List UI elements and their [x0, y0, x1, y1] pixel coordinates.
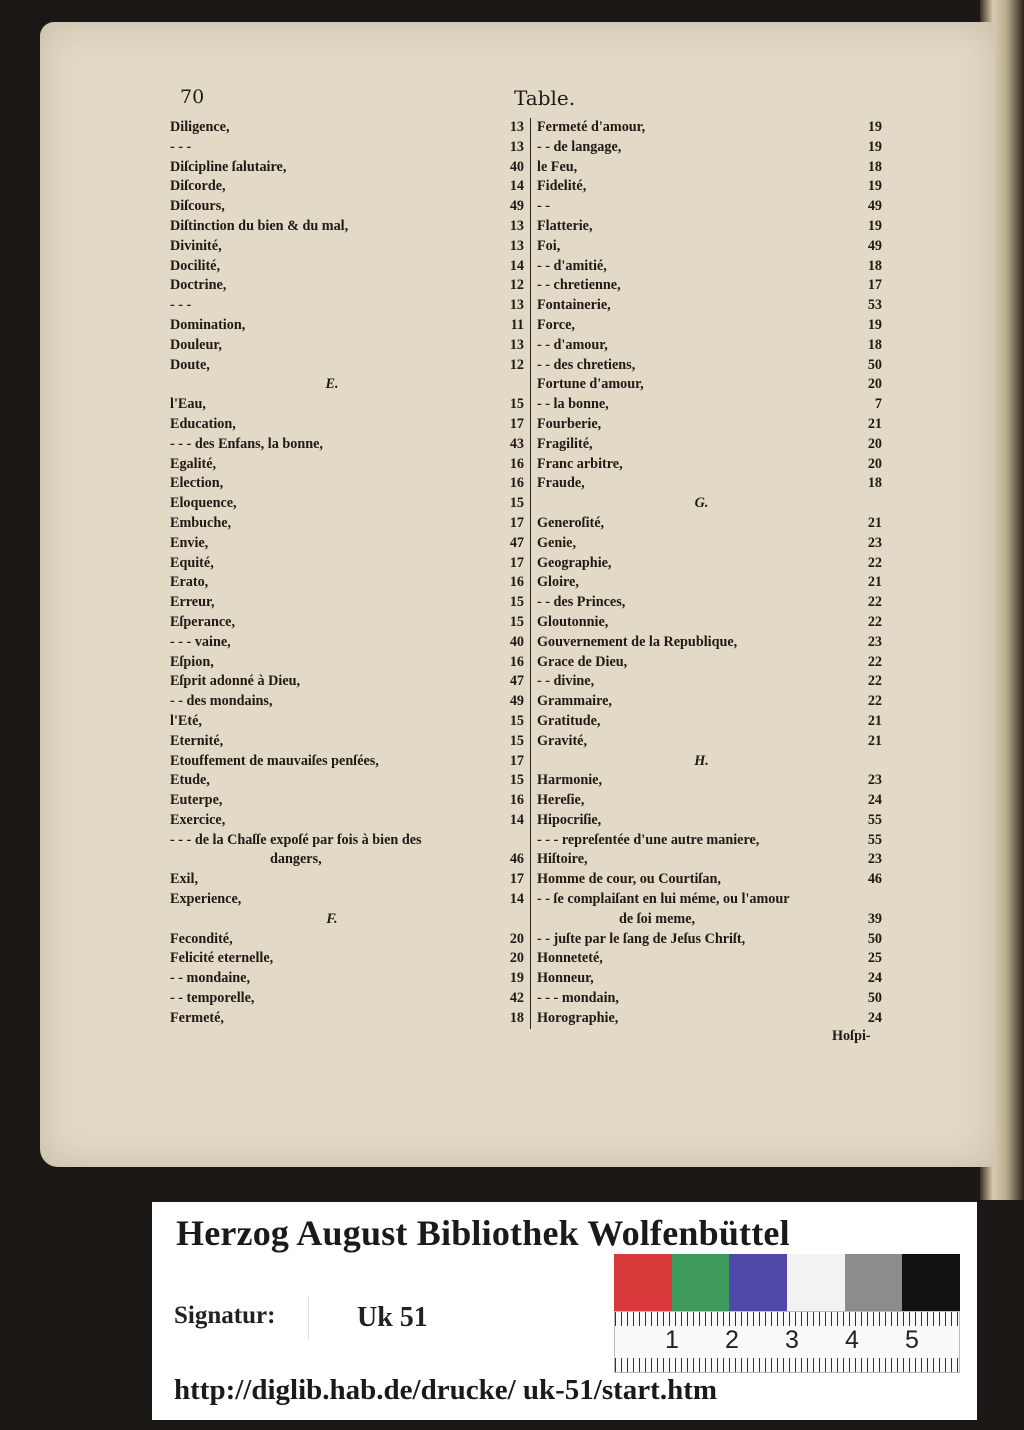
entry-term: Exercice,	[170, 811, 226, 828]
entry-page-number: 16	[509, 475, 524, 492]
entry-page-number: 24	[867, 970, 882, 987]
entry-page-number: 50	[867, 930, 882, 947]
index-entry	[170, 653, 528, 673]
entry-term: F.	[326, 910, 338, 927]
entry-term: - - - des Enfans, la bonne,	[170, 435, 323, 452]
entry-term: Eſpion,	[170, 653, 214, 670]
entry-term: Geographie,	[537, 554, 612, 571]
entry-page-number: 24	[867, 792, 882, 809]
ruler-number: 1	[665, 1326, 679, 1354]
entry-term: - - -	[170, 297, 192, 314]
entry-page-number: 47	[509, 673, 524, 690]
index-entry	[170, 455, 528, 475]
index-entry	[531, 811, 896, 831]
index-entry	[531, 197, 896, 217]
entry-page-number: 46	[509, 851, 524, 868]
entry-page-number: 46	[867, 871, 882, 888]
entry-page-number: 15	[509, 772, 524, 789]
index-entry	[170, 791, 528, 811]
entry-page-number: 13	[509, 138, 524, 155]
entry-term: Foi,	[537, 237, 561, 254]
entry-page-number: 18	[867, 158, 882, 175]
entry-term: Gravité,	[537, 732, 588, 749]
entry-page-number: 14	[509, 811, 524, 828]
index-entry	[170, 197, 528, 217]
index-entry	[531, 514, 896, 534]
entry-term: Egalité,	[170, 455, 217, 472]
entry-term: Etouffement de mauvaiſes penſées,	[170, 752, 379, 769]
index-entry	[531, 653, 896, 673]
ruler-number: 2	[725, 1326, 739, 1354]
entry-term: Fortune d'amour,	[537, 376, 644, 393]
entry-term: Grammaire,	[537, 693, 612, 710]
entry-page-number: 22	[867, 594, 882, 611]
section-letter	[170, 910, 528, 930]
entry-page-number: 13	[509, 119, 524, 135]
entry-term: Domination,	[170, 316, 246, 333]
index-entry	[531, 712, 896, 732]
entry-page-number: 13	[509, 336, 524, 353]
index-entry	[170, 969, 528, 989]
entry-term: Eſperance,	[170, 613, 236, 630]
index-entry	[531, 633, 896, 653]
index-entry	[170, 554, 528, 574]
index-entry	[531, 613, 896, 633]
index-entry	[170, 118, 528, 138]
entry-term: Fraude,	[537, 475, 585, 492]
index-entry	[531, 455, 896, 475]
entry-term: Eloquence,	[170, 495, 237, 512]
running-title: Table.	[514, 86, 576, 110]
index-entry	[170, 1009, 528, 1029]
entry-term: - - temporelle,	[170, 990, 255, 1007]
index-entry	[170, 296, 528, 316]
index-entry	[170, 276, 528, 296]
entry-term: Education,	[170, 415, 236, 432]
library-name: Herzog August Bibliothek Wolfenbüttel	[176, 1213, 790, 1253]
color-patch	[902, 1254, 960, 1311]
index-entry	[170, 257, 528, 277]
entry-page-number: 11	[510, 316, 524, 333]
entry-page-number: 19	[509, 970, 524, 987]
entry-term: de ſoi meme,	[619, 910, 696, 927]
ruler-number: 4	[845, 1326, 859, 1354]
entry-term: l'Eté,	[170, 712, 202, 729]
index-entry	[531, 771, 896, 791]
entry-page-number: 20	[867, 376, 882, 393]
entry-term: Grace de Dieu,	[537, 653, 628, 670]
index-entry	[170, 573, 528, 593]
entry-term: Docilité,	[170, 257, 221, 274]
entry-page-number: 22	[867, 653, 882, 670]
entry-page-number: 49	[867, 198, 882, 215]
entry-term: Honneur,	[537, 970, 594, 987]
entry-term: Force,	[537, 316, 575, 333]
entry-page-number: 17	[867, 277, 882, 294]
entry-page-number: 22	[867, 673, 882, 690]
entry-page-number: 12	[509, 356, 524, 373]
entry-term: - - des mondains,	[170, 693, 273, 710]
entry-term: Fourberie,	[537, 415, 602, 432]
index-entry	[170, 870, 528, 890]
entry-term: Fidelité,	[537, 178, 587, 195]
ruler-number: 3	[785, 1326, 799, 1354]
entry-page-number: 22	[867, 693, 882, 710]
index-entry	[531, 791, 896, 811]
entry-page-number: 23	[867, 534, 882, 551]
entry-term: Homme de cour, ou Courtiſan,	[537, 871, 721, 888]
entry-term: Experience,	[170, 891, 242, 908]
entry-page-number: 15	[509, 396, 524, 413]
index-entry	[531, 969, 896, 989]
page-number: 70	[180, 86, 205, 108]
entry-page-number: 40	[509, 158, 524, 175]
entry-term: - - de langage,	[537, 138, 622, 155]
entry-page-number: 43	[509, 435, 524, 452]
entry-page-number: 7	[874, 396, 882, 413]
entry-page-number: 15	[509, 712, 524, 729]
index-entry	[531, 118, 896, 138]
index-entry	[531, 257, 896, 277]
entry-term: Equité,	[170, 554, 214, 571]
index-entry	[531, 989, 896, 1009]
entry-term: Erreur,	[170, 594, 215, 611]
entry-page-number: 16	[509, 792, 524, 809]
entry-page-number: 21	[867, 514, 882, 531]
entry-page-number: 16	[509, 653, 524, 670]
entry-term: - - -	[170, 138, 192, 155]
entry-page-number: 24	[867, 1009, 882, 1026]
entry-term: - - la bonne,	[537, 396, 609, 413]
entry-page-number: 19	[867, 316, 882, 333]
index-entry	[170, 237, 528, 257]
index-entry	[531, 336, 896, 356]
index-entry	[170, 316, 528, 336]
entry-term: Gratitude,	[537, 712, 601, 729]
index-entry	[170, 672, 528, 692]
entry-page-number: 49	[509, 198, 524, 215]
entry-term: l'Eau,	[170, 396, 206, 413]
entry-page-number: 12	[509, 277, 524, 294]
catchword: Hoſpi-	[832, 1028, 871, 1044]
entry-term: - - d'amour,	[537, 336, 608, 353]
entry-term: - - des chretiens,	[537, 356, 636, 373]
entry-page-number: 16	[509, 455, 524, 472]
index-entry	[170, 395, 528, 415]
entry-term: E.	[325, 376, 339, 393]
index-entry	[170, 831, 528, 851]
index-entry	[531, 593, 896, 613]
entry-page-number: 17	[509, 554, 524, 571]
index-entry	[170, 633, 528, 653]
entry-term: - - des Princes,	[537, 594, 626, 611]
color-patch	[845, 1254, 903, 1311]
index-entry	[531, 910, 896, 930]
entry-page-number: 15	[509, 732, 524, 749]
index-entry	[531, 732, 896, 752]
entry-term: - - d'amitié,	[537, 257, 607, 274]
index-entry	[531, 573, 896, 593]
entry-term: Harmonie,	[537, 772, 603, 789]
entry-term: Gouvernement de la Republique,	[537, 633, 738, 650]
index-entry	[531, 692, 896, 712]
index-entry	[531, 316, 896, 336]
entry-page-number: 16	[509, 574, 524, 591]
entry-term: - - mondaine,	[170, 970, 251, 987]
entry-term: Euterpe,	[170, 792, 223, 809]
index-entry	[170, 732, 528, 752]
index-entry	[531, 435, 896, 455]
entry-page-number: 22	[867, 613, 882, 630]
signature-label: Signatur:	[174, 1302, 276, 1329]
entry-term: Doute,	[170, 356, 210, 373]
entry-page-number: 19	[867, 119, 882, 135]
entry-page-number: 20	[509, 950, 524, 967]
entry-page-number: 21	[867, 574, 882, 591]
entry-term: Diſcipline ſalutaire,	[170, 158, 287, 175]
index-entry	[531, 474, 896, 494]
entry-term: - - - mondain,	[537, 990, 619, 1007]
entry-term: Genie,	[537, 534, 577, 551]
index-entry	[531, 158, 896, 178]
index-entry	[531, 296, 896, 316]
entry-term: - - ſe complaiſant en lui méme, ou l'amour	[537, 891, 790, 908]
entry-term: Franc arbitre,	[537, 455, 623, 472]
entry-page-number: 15	[509, 613, 524, 630]
index-entry	[531, 554, 896, 574]
entry-page-number: 53	[867, 297, 882, 314]
entry-term: Doctrine,	[170, 277, 227, 294]
entry-page-number: 39	[867, 910, 882, 927]
entry-page-number: 18	[867, 336, 882, 353]
entry-page-number: 47	[509, 534, 524, 551]
entry-page-number: 49	[867, 237, 882, 254]
section-letter	[170, 375, 528, 395]
section-letter	[531, 494, 896, 514]
entry-page-number: 50	[867, 990, 882, 1007]
entry-term: - - divine,	[537, 673, 595, 690]
index-entry	[170, 890, 528, 910]
index-entry	[531, 356, 896, 376]
section-letter	[531, 752, 896, 772]
index-entry	[170, 415, 528, 435]
index-entry	[531, 870, 896, 890]
entry-page-number: 49	[509, 693, 524, 710]
entry-page-number: 22	[867, 554, 882, 571]
entry-page-number: 20	[867, 435, 882, 452]
color-patch	[672, 1254, 730, 1311]
entry-term: Gloutonnie,	[537, 613, 609, 630]
entry-term: Election,	[170, 475, 224, 492]
color-calibration-bar	[614, 1254, 960, 1311]
entry-page-number: 40	[509, 633, 524, 650]
entry-page-number: 23	[867, 851, 882, 868]
entry-page-number: 18	[509, 1009, 524, 1026]
entry-page-number: 21	[867, 732, 882, 749]
entry-term: - - - repreſentée d'une autre maniere,	[537, 831, 760, 848]
index-entry	[170, 850, 528, 870]
color-patch	[729, 1254, 787, 1311]
entry-page-number: 25	[867, 950, 882, 967]
index-entry	[531, 831, 896, 851]
index-entry	[170, 949, 528, 969]
entry-page-number: 17	[509, 871, 524, 888]
index-entry	[170, 158, 528, 178]
entry-page-number: 18	[867, 475, 882, 492]
entry-page-number: 55	[867, 831, 882, 848]
entry-term: - - chretienne,	[537, 277, 621, 294]
index-column-left	[170, 118, 528, 1029]
entry-term: Flatterie,	[537, 217, 593, 234]
index-entry	[170, 356, 528, 376]
index-entry	[531, 534, 896, 554]
entry-term: Diligence,	[170, 119, 230, 135]
color-patch	[787, 1254, 845, 1311]
index-entry	[531, 890, 896, 910]
index-entry	[170, 494, 528, 514]
entry-term: Fecondité,	[170, 930, 233, 947]
entry-page-number: 20	[867, 455, 882, 472]
entry-term: - - - vaine,	[170, 633, 231, 650]
entry-term: Eſprit adonné à Dieu,	[170, 673, 301, 690]
entry-page-number: 15	[509, 594, 524, 611]
index-entry	[531, 217, 896, 237]
ruler-number: 5	[905, 1326, 919, 1354]
entry-page-number: 14	[509, 257, 524, 274]
entry-term: H.	[694, 752, 709, 769]
entry-term: Douleur,	[170, 336, 222, 353]
index-entry	[170, 514, 528, 534]
index-entry	[531, 395, 896, 415]
index-entry	[531, 1009, 896, 1029]
entry-term: Diſcours,	[170, 198, 225, 215]
entry-term: Hipocriſie,	[537, 811, 602, 828]
entry-term: Embuche,	[170, 514, 232, 531]
entry-page-number: 19	[867, 217, 882, 234]
index-entry	[170, 752, 528, 772]
entry-term: Erato,	[170, 574, 209, 591]
entry-page-number: 20	[509, 930, 524, 947]
entry-term: Fermeté d'amour,	[537, 119, 646, 135]
index-entry	[531, 177, 896, 197]
index-column-right	[530, 118, 896, 1029]
entry-page-number: 23	[867, 772, 882, 789]
entry-page-number: 14	[509, 891, 524, 908]
index-entry	[531, 276, 896, 296]
entry-page-number: 18	[867, 257, 882, 274]
entry-page-number: 21	[867, 415, 882, 432]
index-entry	[170, 217, 528, 237]
entry-term: - - - de la Chaſſe expoſé par fois à bien des	[170, 831, 422, 848]
entry-term: Envie,	[170, 534, 209, 551]
entry-term: Felicité eternelle,	[170, 950, 274, 967]
source-url: http://diglib.hab.de/drucke/ uk-51/start.htm	[174, 1374, 718, 1406]
entry-page-number: 13	[509, 297, 524, 314]
entry-term: Fragilité,	[537, 435, 593, 452]
index-entry	[170, 692, 528, 712]
index-entry	[531, 237, 896, 257]
entry-page-number: 50	[867, 356, 882, 373]
entry-term: Fontainerie,	[537, 297, 611, 314]
index-entry	[170, 712, 528, 732]
entry-term: Fermeté,	[170, 1009, 224, 1026]
entry-page-number: 19	[867, 138, 882, 155]
entry-page-number: 13	[509, 237, 524, 254]
ruler-ticks-bottom	[615, 1358, 959, 1372]
ruler-ticks-top	[615, 1312, 959, 1326]
index-entry	[170, 771, 528, 791]
entry-page-number: 15	[509, 495, 524, 512]
signature-value: Uk 51	[308, 1296, 537, 1340]
index-entry	[170, 593, 528, 613]
entry-term: - -	[537, 198, 550, 215]
index-entry	[170, 336, 528, 356]
index-entry	[531, 850, 896, 870]
scale-ruler	[614, 1311, 960, 1373]
entry-page-number: 21	[867, 712, 882, 729]
index-entry	[170, 435, 528, 455]
index-entry	[531, 375, 896, 395]
entry-term: Hiſtoire,	[537, 851, 588, 868]
entry-term: Diſtinction du bien & du mal,	[170, 217, 349, 234]
entry-term: Diſcorde,	[170, 178, 226, 195]
index-entry	[170, 138, 528, 158]
entry-page-number: 19	[867, 178, 882, 195]
color-patch	[614, 1254, 672, 1311]
entry-page-number: 17	[509, 415, 524, 432]
entry-term: - - juſte par le ſang de Jeſus Chriſt,	[537, 930, 746, 947]
entry-page-number: 13	[509, 217, 524, 234]
library-banner	[152, 1202, 977, 1420]
entry-page-number: 55	[867, 811, 882, 828]
index-entry	[170, 989, 528, 1009]
entry-term: Divinité,	[170, 237, 222, 254]
entry-term: Exil,	[170, 871, 198, 888]
entry-term: dangers,	[270, 851, 322, 868]
entry-page-number: 23	[867, 633, 882, 650]
entry-term: Gloire,	[537, 574, 579, 591]
index-entry	[531, 138, 896, 158]
entry-page-number: 42	[509, 990, 524, 1007]
entry-term: Horographie,	[537, 1009, 619, 1026]
entry-page-number: 14	[509, 178, 524, 195]
index-entry	[170, 613, 528, 633]
entry-term: Honneteté,	[537, 950, 603, 967]
entry-page-number: 17	[509, 514, 524, 531]
index-entry	[170, 811, 528, 831]
entry-term: Etude,	[170, 772, 210, 789]
entry-term: Eternité,	[170, 732, 224, 749]
index-entry	[531, 415, 896, 435]
index-entry	[531, 930, 896, 950]
entry-term: G.	[694, 495, 709, 512]
entry-term: Generoſité,	[537, 514, 605, 531]
index-entry	[531, 672, 896, 692]
entry-term: le Feu,	[537, 158, 578, 175]
entry-term: Hereſie,	[537, 792, 585, 809]
index-entry	[170, 534, 528, 554]
entry-page-number: 17	[509, 752, 524, 769]
index-entry	[531, 949, 896, 969]
index-entry	[170, 474, 528, 494]
index-entry	[170, 930, 528, 950]
index-entry	[170, 177, 528, 197]
